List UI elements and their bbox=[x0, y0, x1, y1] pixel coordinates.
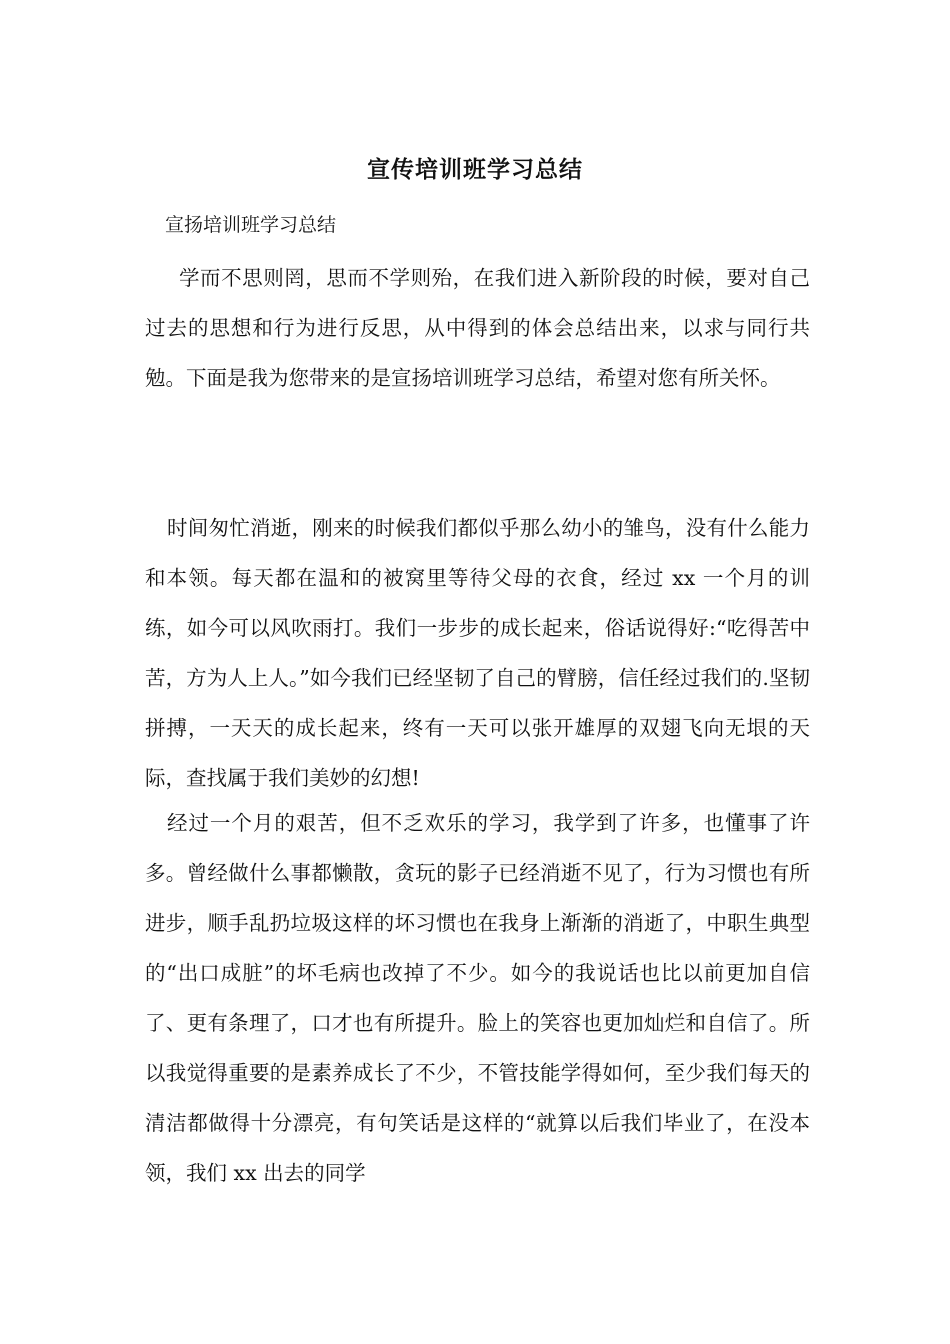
paragraph-intro: 学而不思则罔，思而不学则殆，在我们进入新阶段的时候，要对自己过去的思想和行为进行反思，从中得到的体会总结出来，以求与同行共勉。下面是我为您带来的是宣扬培训班学习总结，希望对您有所关怀。 bbox=[145, 266, 810, 390]
paragraph-learning: 经过一个月的艰苦，但不乏欢乐的学习，我学到了许多，也懂事了许多。曾经做什么事都懒散，贪玩的影子已经消逝不见了，行为习惯也有所进步，顺手乱扔垃圾这样的坏习惯也在我身上渐渐的消逝了，中职生典型的“出口成脏”的坏毛病也改掉了不少。如今的我说话也比以前更加自信了、更有条理了，口才也有所提升。脸上的笑容也更加灿烂和自信了。所以我觉得重要的是素养成长了不少，不管技能学得如何，至少我们每天的清洁都做得十分漂亮，有句笑话是这样的“就算以后我们毕业了，在没本领，我们 xx 出去的同学 bbox=[145, 811, 810, 1185]
document-title: 宣传培训班学习总结 bbox=[367, 156, 583, 183]
paragraph-growth: 时间匆忙消逝，刚来的时候我们都似乎那么幼小的雏鸟，没有什么能力和本领。每天都在温和的被窝里等待父母的衣食，经过 xx 一个月的训练，如今可以风吹雨打。我们一步步的成长起来，俗话说得好:“吃得苦中苦，方为人上人。”如今我们已经坚韧了自己的臂膀，信任经过我们的.坚韧拼搏，一天天的成长起来，终有一天可以张开雄厚的双翅飞向无垠的天际，查找属于我们美妙的幻想! bbox=[145, 516, 810, 790]
document-subtitle: 宣扬培训班学习总结 bbox=[165, 214, 337, 236]
